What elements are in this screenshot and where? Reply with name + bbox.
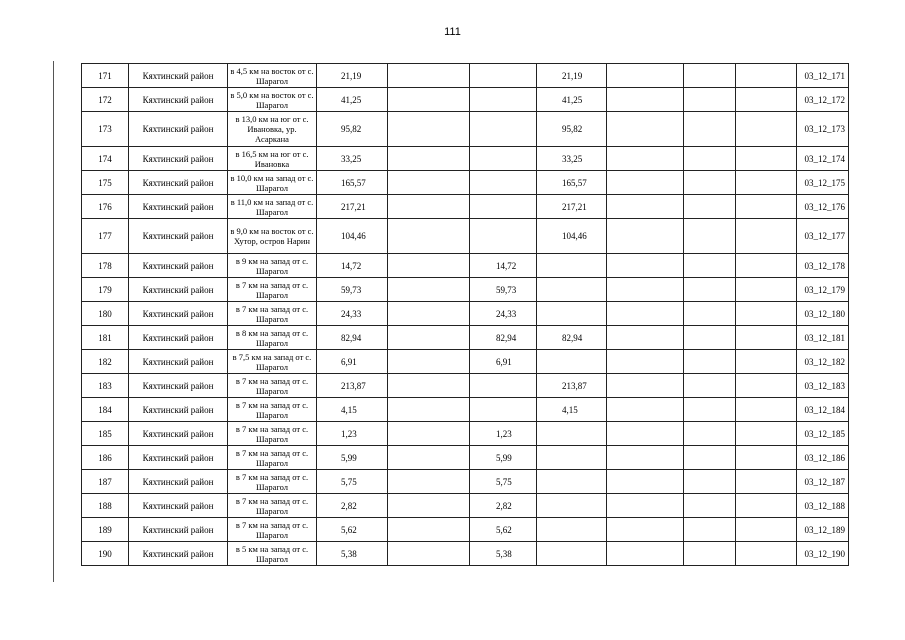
value-col-4-cell: 21,19: [537, 64, 607, 88]
district-cell: Кяхтинский район: [129, 171, 228, 195]
table-body: [82, 64, 849, 566]
value-col-5-cell: [607, 64, 684, 88]
table-row: [82, 446, 849, 470]
row-number-cell: 174: [82, 147, 129, 171]
value-col-6-cell: [684, 147, 736, 171]
value-col-4-cell: [537, 254, 607, 278]
location-cell: в 7 км на запад от с. Шарагол: [228, 446, 317, 470]
value-col-5-cell: [607, 147, 684, 171]
value-col-4-cell: 104,46: [537, 219, 607, 254]
value-col-4-cell: [537, 470, 607, 494]
code-cell: 03_12_189: [797, 518, 849, 542]
value-col-4-cell: [537, 302, 607, 326]
value-col-2-cell: [388, 398, 470, 422]
row-number-cell: 183: [82, 374, 129, 398]
value-col-2-cell: [388, 470, 470, 494]
value-col-6-cell: [684, 219, 736, 254]
value-col-2-cell: [388, 88, 470, 112]
value-col-6-cell: [684, 326, 736, 350]
value-col-3-cell: [470, 88, 537, 112]
value-col-6-cell: [684, 422, 736, 446]
location-cell: в 13,0 км на юг от с. Ивановка, ур. Асаркана: [228, 112, 317, 147]
area-total-cell: 2,82: [317, 494, 388, 518]
row-number-cell: 178: [82, 254, 129, 278]
page-number: 111: [444, 26, 461, 38]
value-col-5-cell: [607, 518, 684, 542]
value-col-2-cell: [388, 302, 470, 326]
value-col-3-cell: 14,72: [470, 254, 537, 278]
left-margin-rule: [53, 61, 54, 582]
value-col-4-cell: 82,94: [537, 326, 607, 350]
data-table: [81, 63, 849, 566]
table-row: [82, 494, 849, 518]
value-col-5-cell: [607, 542, 684, 566]
district-cell: Кяхтинский район: [129, 219, 228, 254]
location-cell: в 7 км на запад от с. Шарагол: [228, 302, 317, 326]
district-cell: Кяхтинский район: [129, 542, 228, 566]
value-col-5-cell: [607, 171, 684, 195]
value-col-7-cell: [736, 112, 797, 147]
value-col-3-cell: 6,91: [470, 350, 537, 374]
row-number-cell: 180: [82, 302, 129, 326]
table-row: [82, 88, 849, 112]
value-col-2-cell: [388, 350, 470, 374]
value-col-2-cell: [388, 374, 470, 398]
code-cell: 03_12_183: [797, 374, 849, 398]
location-cell: в 8 км на запад от с. Шарагол: [228, 326, 317, 350]
value-col-5-cell: [607, 88, 684, 112]
row-number-cell: 179: [82, 278, 129, 302]
value-col-5-cell: [607, 278, 684, 302]
code-cell: 03_12_178: [797, 254, 849, 278]
code-cell: 03_12_188: [797, 494, 849, 518]
value-col-7-cell: [736, 278, 797, 302]
value-col-2-cell: [388, 446, 470, 470]
area-total-cell: 5,62: [317, 518, 388, 542]
location-cell: в 7 км на запад от с. Шарагол: [228, 422, 317, 446]
value-col-7-cell: [736, 398, 797, 422]
value-col-3-cell: 59,73: [470, 278, 537, 302]
district-cell: Кяхтинский район: [129, 147, 228, 171]
value-col-7-cell: [736, 350, 797, 374]
value-col-3-cell: [470, 219, 537, 254]
value-col-4-cell: [537, 350, 607, 374]
value-col-5-cell: [607, 398, 684, 422]
code-cell: 03_12_176: [797, 195, 849, 219]
location-cell: в 9,0 км на восток от с. Хутор, остров Нарин: [228, 219, 317, 254]
value-col-7-cell: [736, 219, 797, 254]
value-col-5-cell: [607, 112, 684, 147]
location-cell: в 7,5 км на запад от с. Шарагол: [228, 350, 317, 374]
area-total-cell: 5,99: [317, 446, 388, 470]
value-col-2-cell: [388, 326, 470, 350]
value-col-7-cell: [736, 326, 797, 350]
code-cell: 03_12_177: [797, 219, 849, 254]
value-col-4-cell: [537, 278, 607, 302]
location-cell: в 7 км на запад от с. Шарагол: [228, 470, 317, 494]
location-cell: в 7 км на запад от с. Шарагол: [228, 398, 317, 422]
value-col-3-cell: 24,33: [470, 302, 537, 326]
value-col-2-cell: [388, 254, 470, 278]
code-cell: 03_12_185: [797, 422, 849, 446]
area-total-cell: 21,19: [317, 64, 388, 88]
value-col-6-cell: [684, 374, 736, 398]
area-total-cell: 5,38: [317, 542, 388, 566]
value-col-6-cell: [684, 278, 736, 302]
value-col-7-cell: [736, 147, 797, 171]
row-number-cell: 187: [82, 470, 129, 494]
row-number-cell: 176: [82, 195, 129, 219]
location-cell: в 7 км на запад от с. Шарагол: [228, 494, 317, 518]
district-cell: Кяхтинский район: [129, 374, 228, 398]
row-number-cell: 185: [82, 422, 129, 446]
location-cell: в 5 км на запад от с. Шарагол: [228, 542, 317, 566]
value-col-2-cell: [388, 219, 470, 254]
row-number-cell: 190: [82, 542, 129, 566]
table-row: [82, 542, 849, 566]
value-col-4-cell: 4,15: [537, 398, 607, 422]
district-cell: Кяхтинский район: [129, 398, 228, 422]
row-number-cell: 175: [82, 171, 129, 195]
area-total-cell: 33,25: [317, 147, 388, 171]
value-col-6-cell: [684, 112, 736, 147]
value-col-7-cell: [736, 171, 797, 195]
value-col-3-cell: 5,75: [470, 470, 537, 494]
value-col-4-cell: [537, 494, 607, 518]
value-col-4-cell: 33,25: [537, 147, 607, 171]
area-total-cell: 59,73: [317, 278, 388, 302]
district-cell: Кяхтинский район: [129, 302, 228, 326]
area-total-cell: 6,91: [317, 350, 388, 374]
value-col-3-cell: 82,94: [470, 326, 537, 350]
code-cell: 03_12_181: [797, 326, 849, 350]
code-cell: 03_12_171: [797, 64, 849, 88]
value-col-2-cell: [388, 494, 470, 518]
value-col-5-cell: [607, 195, 684, 219]
value-col-5-cell: [607, 350, 684, 374]
location-cell: в 7 км на запад от с. Шарагол: [228, 278, 317, 302]
value-col-2-cell: [388, 422, 470, 446]
row-number-cell: 186: [82, 446, 129, 470]
value-col-6-cell: [684, 64, 736, 88]
value-col-3-cell: [470, 147, 537, 171]
row-number-cell: 172: [82, 88, 129, 112]
row-number-cell: 177: [82, 219, 129, 254]
district-cell: Кяхтинский район: [129, 195, 228, 219]
value-col-6-cell: [684, 446, 736, 470]
area-total-cell: 41,25: [317, 88, 388, 112]
value-col-2-cell: [388, 64, 470, 88]
value-col-5-cell: [607, 219, 684, 254]
value-col-5-cell: [607, 302, 684, 326]
table-row: [82, 470, 849, 494]
table-row: [82, 147, 849, 171]
district-cell: Кяхтинский район: [129, 278, 228, 302]
value-col-3-cell: 2,82: [470, 494, 537, 518]
area-total-cell: 217,21: [317, 195, 388, 219]
location-cell: в 9 км на запад от с. Шарагол: [228, 254, 317, 278]
location-cell: в 4,5 км на восток от с. Шарагол: [228, 64, 317, 88]
value-col-6-cell: [684, 350, 736, 374]
value-col-7-cell: [736, 254, 797, 278]
value-col-4-cell: 217,21: [537, 195, 607, 219]
district-cell: Кяхтинский район: [129, 326, 228, 350]
value-col-2-cell: [388, 278, 470, 302]
value-col-6-cell: [684, 302, 736, 326]
row-number-cell: 173: [82, 112, 129, 147]
value-col-7-cell: [736, 518, 797, 542]
value-col-6-cell: [684, 398, 736, 422]
area-total-cell: 82,94: [317, 326, 388, 350]
district-cell: Кяхтинский район: [129, 494, 228, 518]
district-cell: Кяхтинский район: [129, 470, 228, 494]
value-col-3-cell: [470, 374, 537, 398]
table-row: [82, 171, 849, 195]
value-col-4-cell: 95,82: [537, 112, 607, 147]
row-number-cell: 182: [82, 350, 129, 374]
area-total-cell: 104,46: [317, 219, 388, 254]
value-col-7-cell: [736, 374, 797, 398]
value-col-2-cell: [388, 112, 470, 147]
row-number-cell: 189: [82, 518, 129, 542]
code-cell: 03_12_186: [797, 446, 849, 470]
value-col-6-cell: [684, 88, 736, 112]
value-col-4-cell: 41,25: [537, 88, 607, 112]
value-col-3-cell: 5,99: [470, 446, 537, 470]
area-total-cell: 14,72: [317, 254, 388, 278]
location-cell: в 7 км на запад от с. Шарагол: [228, 518, 317, 542]
value-col-5-cell: [607, 374, 684, 398]
table-row: [82, 518, 849, 542]
value-col-2-cell: [388, 147, 470, 171]
code-cell: 03_12_190: [797, 542, 849, 566]
value-col-7-cell: [736, 494, 797, 518]
code-cell: 03_12_182: [797, 350, 849, 374]
value-col-7-cell: [736, 302, 797, 326]
table-row: [82, 278, 849, 302]
value-col-7-cell: [736, 88, 797, 112]
area-total-cell: 4,15: [317, 398, 388, 422]
value-col-7-cell: [736, 64, 797, 88]
value-col-6-cell: [684, 470, 736, 494]
area-total-cell: 95,82: [317, 112, 388, 147]
value-col-6-cell: [684, 195, 736, 219]
value-col-5-cell: [607, 326, 684, 350]
value-col-6-cell: [684, 254, 736, 278]
district-cell: Кяхтинский район: [129, 88, 228, 112]
code-cell: 03_12_175: [797, 171, 849, 195]
value-col-7-cell: [736, 422, 797, 446]
code-cell: 03_12_187: [797, 470, 849, 494]
row-number-cell: 188: [82, 494, 129, 518]
value-col-3-cell: 5,62: [470, 518, 537, 542]
area-total-cell: 213,87: [317, 374, 388, 398]
value-col-2-cell: [388, 171, 470, 195]
value-col-3-cell: [470, 195, 537, 219]
table-row: [82, 374, 849, 398]
value-col-6-cell: [684, 518, 736, 542]
table-row: [82, 350, 849, 374]
value-col-7-cell: [736, 446, 797, 470]
location-cell: в 11,0 км на запад от с. Шарагол: [228, 195, 317, 219]
value-col-4-cell: [537, 446, 607, 470]
location-cell: в 7 км на запад от с. Шарагол: [228, 374, 317, 398]
location-cell: в 10,0 км на запад от с. Шарагол: [228, 171, 317, 195]
code-cell: 03_12_172: [797, 88, 849, 112]
value-col-2-cell: [388, 518, 470, 542]
area-total-cell: 1,23: [317, 422, 388, 446]
district-cell: Кяхтинский район: [129, 350, 228, 374]
district-cell: Кяхтинский район: [129, 422, 228, 446]
location-cell: в 5,0 км на восток от с. Шарагол: [228, 88, 317, 112]
table-row: [82, 302, 849, 326]
table-row: [82, 219, 849, 254]
value-col-6-cell: [684, 542, 736, 566]
district-cell: Кяхтинский район: [129, 518, 228, 542]
value-col-3-cell: [470, 112, 537, 147]
code-cell: 03_12_180: [797, 302, 849, 326]
value-col-7-cell: [736, 470, 797, 494]
area-total-cell: 5,75: [317, 470, 388, 494]
district-cell: Кяхтинский район: [129, 64, 228, 88]
area-total-cell: 24,33: [317, 302, 388, 326]
value-col-4-cell: 213,87: [537, 374, 607, 398]
code-cell: 03_12_179: [797, 278, 849, 302]
value-col-6-cell: [684, 494, 736, 518]
value-col-3-cell: 1,23: [470, 422, 537, 446]
value-col-2-cell: [388, 542, 470, 566]
table-row: [82, 422, 849, 446]
value-col-4-cell: [537, 542, 607, 566]
code-cell: 03_12_174: [797, 147, 849, 171]
value-col-4-cell: 165,57: [537, 171, 607, 195]
value-col-5-cell: [607, 446, 684, 470]
table-row: [82, 398, 849, 422]
row-number-cell: 184: [82, 398, 129, 422]
value-col-3-cell: 5,38: [470, 542, 537, 566]
area-total-cell: 165,57: [317, 171, 388, 195]
value-col-7-cell: [736, 542, 797, 566]
district-cell: Кяхтинский район: [129, 254, 228, 278]
value-col-5-cell: [607, 494, 684, 518]
district-cell: Кяхтинский район: [129, 112, 228, 147]
location-cell: в 16,5 км на юг от с. Ивановка: [228, 147, 317, 171]
table-row: [82, 64, 849, 88]
value-col-4-cell: [537, 422, 607, 446]
table-row: [82, 112, 849, 147]
district-cell: Кяхтинский район: [129, 446, 228, 470]
row-number-cell: 171: [82, 64, 129, 88]
value-col-3-cell: [470, 398, 537, 422]
value-col-5-cell: [607, 422, 684, 446]
value-col-3-cell: [470, 171, 537, 195]
code-cell: 03_12_173: [797, 112, 849, 147]
value-col-4-cell: [537, 518, 607, 542]
value-col-6-cell: [684, 171, 736, 195]
value-col-2-cell: [388, 195, 470, 219]
value-col-5-cell: [607, 254, 684, 278]
code-cell: 03_12_184: [797, 398, 849, 422]
row-number-cell: 181: [82, 326, 129, 350]
table-row: [82, 195, 849, 219]
value-col-5-cell: [607, 470, 684, 494]
value-col-7-cell: [736, 195, 797, 219]
table-row: [82, 254, 849, 278]
value-col-3-cell: [470, 64, 537, 88]
table-row: [82, 326, 849, 350]
